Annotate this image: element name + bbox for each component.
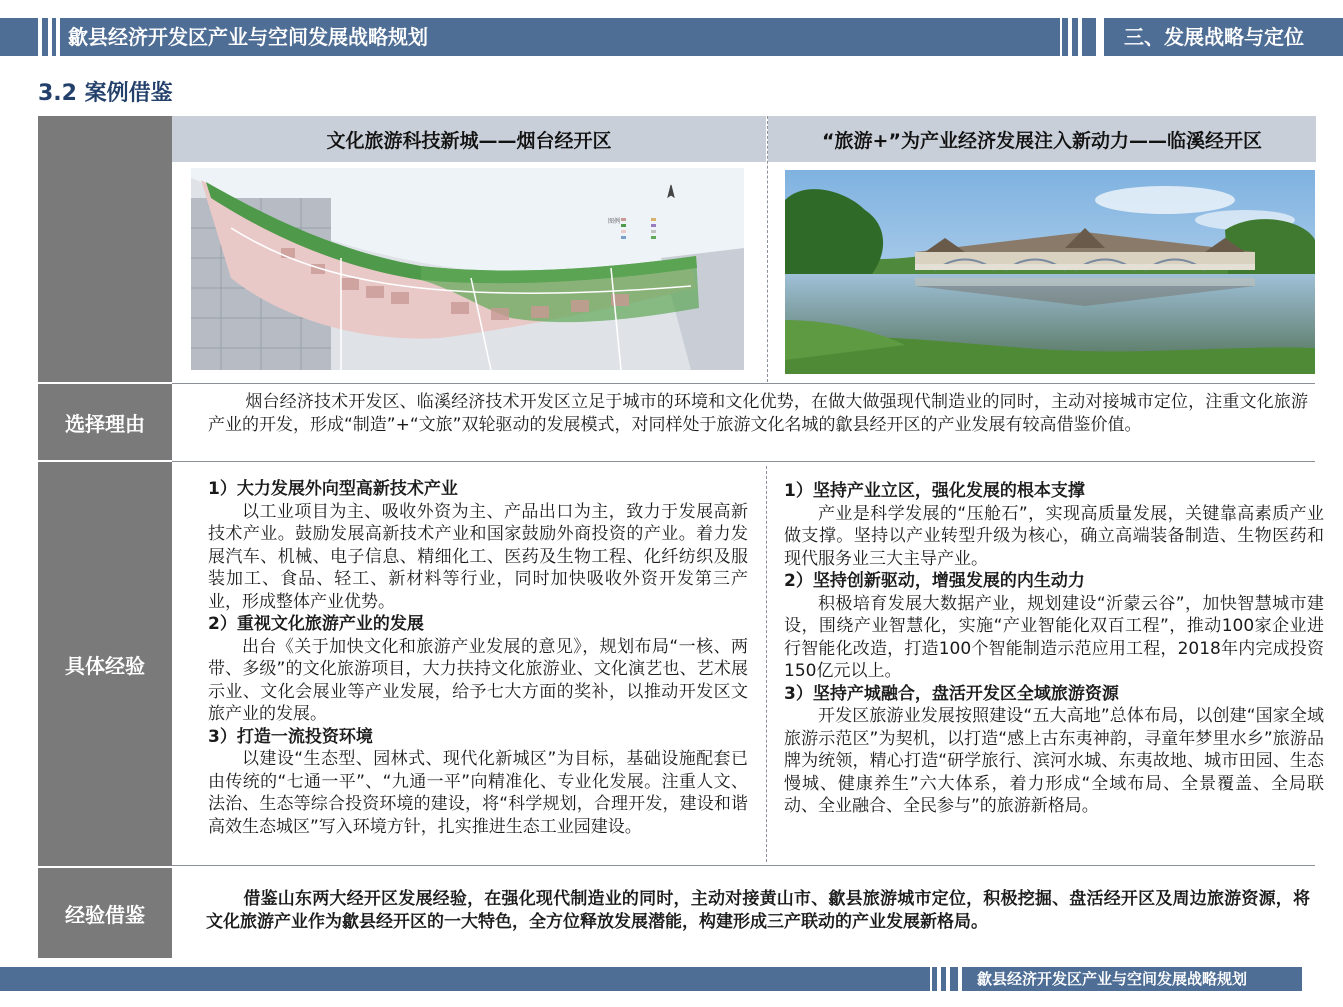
experience-body: 开发区旅游业发展按照建设“五大高地”总体布局，以创建“国家全域旅游示范区”为契机，以打造“感上古东夷神韵，寻童年梦里水乡”旅游品牌为统领，精心打造“研学旅行、滨河水城、东夷故地、城市田园、生态慢城、健康养生”六大体系，着力形成“全域布局、全景覆盖、全局联动、全业融合、全民参与”的旅游新格局。 — [784, 706, 1324, 816]
experience-heading: 2）坚持创新驱动，增强发展的内生动力 — [784, 571, 1085, 591]
experience-heading: 1）大力发展外向型高新技术产业 — [208, 479, 458, 499]
lesson-text: 借鉴山东两大经开区发展经验，在强化现代制造业的同时，主动对接黄山市、歙县旅游城市定位，积极挖掘、盘活经开区及周边旅游资源，将文化旅游产业作为歙县经开区的一大特色，全方位释放发展潜能，构建形成三产联动的产业发展新格局。 — [206, 889, 1310, 932]
divider-line — [172, 383, 1315, 384]
label-cell-top — [38, 116, 172, 382]
section-title: 3.2 案例借鉴 — [38, 81, 173, 106]
experience-heading: 2）重视文化旅游产业的发展 — [208, 614, 424, 634]
reason-text: 烟台经济技术开发区、临溪经济技术开发区立足于城市的环境和文化优势，在做大做强现代制造业的同时，主动对接城市定位，注重文化旅游产业的开发，形成“制造”+“文旅”双轮驱动的发展模式，对同样处于旅游文化名城的歙县经开区的产业发展有较高借鉴价值。 — [208, 392, 1308, 435]
experience-body: 出台《关于加快文化和旅游产业发展的意见》，规划布局“一核、两带、多级”的文化旅游项目，大力扶持文化旅游业、文化演艺也、艺术展示业、文化会展业等产业发展，给予七大方面的奖补，以推动开发区文旅产业的发展。 — [208, 636, 748, 724]
footer-line — [0, 967, 930, 991]
yantai-master-plan-map — [191, 168, 744, 370]
footer-decor-bars — [932, 967, 962, 991]
experience-linxi — [784, 480, 1324, 818]
experience-body: 产业是科学发展的“压舱石”，实现高质量发展，关键靠高素质产业做支撑。坚持以产业转型升级为核心，确立高端装备制造、生物医药和现代服务业三大主导产业。 — [784, 503, 1324, 569]
label-lesson: 经验借鉴 — [38, 868, 172, 958]
footer-doc-title: 歙县经济开发区产业与空间发展战略规划 — [976, 970, 1247, 988]
experience-body: 以工业项目为主、吸收外资为主、产品出口为主，致力于发展高新技术产业。鼓励发展高新技术产业和国家鼓励外商投资的产业。着力发展汽车、机械、电子信息、精细化工、医药及生物工程、化纤纺织及服装加工、食品、轻工、新材料等行业，同时加快吸收外资开发第三产业，形成整体产业优势。 — [208, 501, 748, 612]
experience-body: 以建设“生态型、园林式、现代化新城区”为目标，基础设施配套已由传统的“七通一平”、“九通一平”向精准化、专业化发展。注重人文、法治、生态等综合投资环境的建设，将“科学规划，合理开发，建设和谐高效生态城区”写入环境方针，扎实推进生态工业园建设。 — [208, 749, 748, 837]
linxi-bridge-photo — [785, 170, 1315, 374]
case-title-yantai: 文化旅游科技新城——烟台经开区 — [172, 116, 766, 162]
divider-line — [172, 461, 1315, 462]
header-doc-title: 歙县经济开发区产业与空间发展战略规划 — [68, 25, 428, 49]
label-reason: 选择理由 — [38, 384, 172, 460]
experience-body: 积极培育发展大数据产业，规划建设“沂蒙云谷”，加快智慧城市建设，围绕产业智慧化，实施“产业智能化双百工程”，推动100家企业进行智能化改造，打造100个智能制造示范应用工程，2018年内完成投资150亿元以上。 — [784, 593, 1324, 681]
svg-text:图例: 图例 — [608, 218, 621, 225]
header-chapter-title: 三、发展战略与定位 — [1124, 25, 1304, 49]
header-decor-bars-left — [0, 18, 60, 56]
divider-line — [172, 865, 1315, 866]
experience-heading: 3）打造一流投资环境 — [208, 726, 373, 747]
column-divider — [766, 466, 767, 862]
case-title-linxi: “旅游+”为产业经济发展注入新动力——临溪经开区 — [768, 116, 1316, 162]
page-number: 23 — [1304, 969, 1328, 988]
header-decor-bars-right — [1062, 18, 1102, 56]
experience-yantai — [208, 478, 748, 838]
label-experience: 具体经验 — [38, 462, 172, 866]
column-divider — [767, 116, 768, 382]
experience-heading: 3）坚持产城融合，盘活开发区全域旅游资源 — [784, 683, 1119, 704]
experience-heading: 1）坚持产业立区，强化发展的根本支撑 — [784, 481, 1085, 501]
